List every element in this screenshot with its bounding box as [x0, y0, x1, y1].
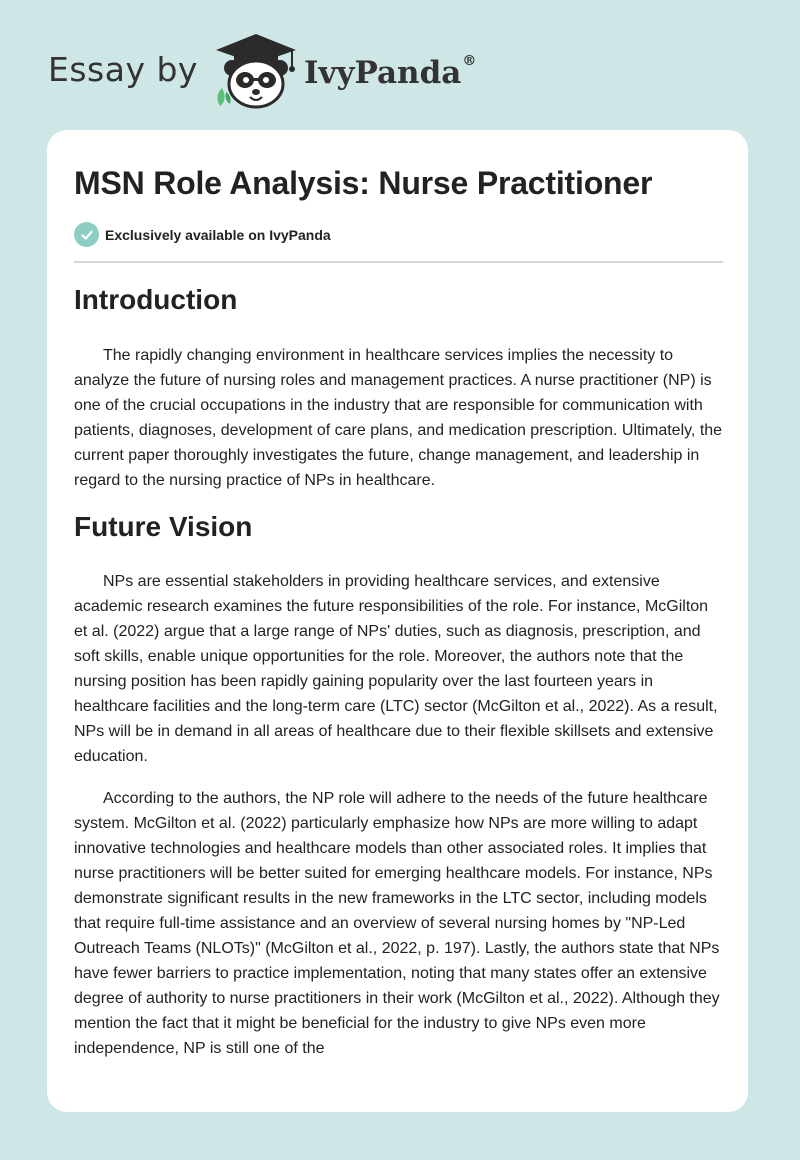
brand-name[interactable] [304, 55, 476, 91]
essay-by-label: Essay by [48, 49, 198, 89]
essay-card [47, 130, 748, 1112]
check-icon [74, 222, 99, 247]
panda-graduate-logo-icon[interactable] [212, 30, 300, 110]
page-title: MSN Role Analysis: Nurse Practitioner [74, 165, 653, 201]
site-header [48, 30, 476, 110]
paragraph: According to the authors, the NP role will adhere to the needs of the future healthcare system. McGilton et al. (2022) particularly emphasize how NPs are more willing to adapt innovative technologies and healthcare models than other associated roles. It implies that nurse practitioners will be better suited for emerging healthcare models. For instance, NPs demonstrate significant results in the new frameworks in the LTC sector, including models that require full-time assistance and an overview of several nursing homes by "NP-Led Outreach Teams (NLOTs)" (McGilton et al., 2022, p. 197). Lastly, the authors state that NPs have fewer barriers to practice implementation, noting that many states offer an extensive degree of authority to nurse practitioners in their work (McGilton et al., 2022). Although they mention the fact that it might be beneficial for the industry to give NPs even more independence, NP is still one of the [74, 790, 720, 1057]
exclusive-badge [74, 222, 331, 247]
section-heading-introduction: Introduction [74, 284, 238, 315]
title-divider [74, 261, 723, 263]
section-heading-future-vision: Future Vision [74, 511, 253, 542]
paragraph: NPs are essential stakeholders in providing healthcare services, and extensive academic research examines the future responsibilities of the role. For instance, McGilton et al. (2022) argue that a large range of NPs' duties, such as diagnosis, prescription, and soft skills, enable unique opportunities for the role. Moreover, the authors note that the nursing position has been rapidly gaining popularity over the last fourteen years in healthcare facilities and the long-term care (LTC) sector (McGilton et al., 2022). As a result, NPs will be in demand in all areas of healthcare due to their flexible skillsets and extensive education. [74, 573, 718, 765]
brand-text: IvyPanda [303, 55, 462, 91]
exclusive-badge-text: Exclusively available on IvyPanda [105, 226, 331, 243]
paragraph: The rapidly changing environment in healthcare services implies the necessity to analyze the future of nursing roles and management practices. A nurse practitioner (NP) is one of the crucial occupations in the industry that are responsible for communication with patients, diagnoses, development of care plans, and medication prescription. Ultimately, the current paper thoroughly investigates the future, change management, and leadership in regard to the nursing practice of NPs in healthcare. [74, 347, 723, 489]
registered-mark: ® [462, 53, 477, 69]
